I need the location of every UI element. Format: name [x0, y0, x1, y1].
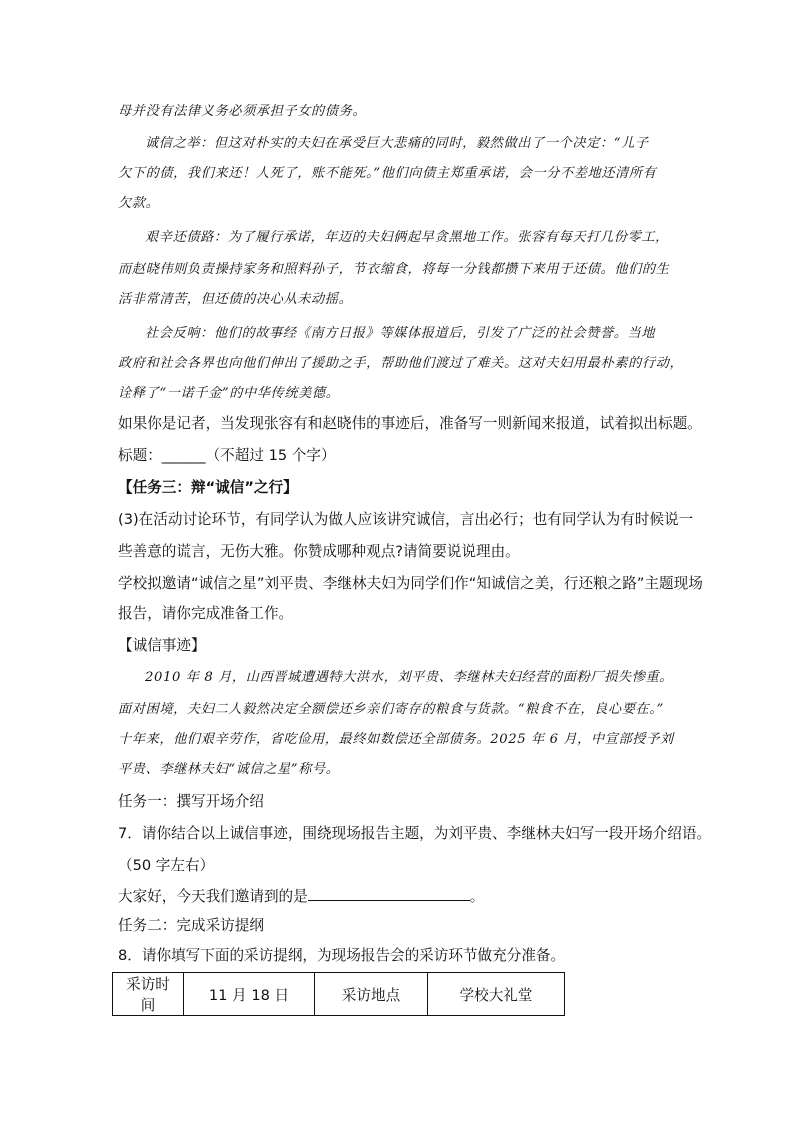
story-line: 社会反响：他们的故事经《南方日报》等媒体报道后，引发了广泛的社会赞誉。当地 [145, 326, 656, 341]
deeds-line: 2010 年 8 月，山西晋城遭遇特大洪水，刘平贵、李继林夫妇经营的面粉厂损失惨重。 [145, 670, 674, 685]
story-line: 诚信之举：但这对朴实的夫妇在承受巨大悲痛的同时，毅然做出了一个决定：“儿子 [145, 136, 649, 151]
invite-line: 学校拟邀请“诚信之星”刘平贵、李继林夫妇为同学们作“知诚信之美，行还粮之路”主题现场 [118, 575, 703, 592]
story-line: 政府和社会各界也向他们伸出了援助之手，帮助他们渡过了难关。这对夫妇用最朴素的行动， [118, 356, 684, 371]
deeds-line: 平贵、李继林夫妇“诚信之星”称号。 [118, 762, 340, 777]
question-7-line: 7．请你结合以上诚信事迹，围绕现场报告主题，为刘平贵、李继林夫妇写一段开场介绍语。 [118, 825, 712, 842]
invite-line: 报告，请你完成准备工作。 [118, 605, 294, 622]
sub-task2-heading: 任务二：完成采访提纲 [118, 917, 264, 934]
story-line: 而赵晓伟则负责操持家务和照料孙子，节衣缩食，将每一分钱都攒下来用于还债。他们的生 [118, 262, 670, 277]
task3-heading: 【任务三：辩“诚信”之行】 [118, 479, 298, 496]
title-blank[interactable]: ______ [161, 447, 206, 464]
intro-answer-prefix: 大家好，今天我们邀请到的是 [118, 888, 308, 905]
story-line: 艰辛还债路：为了履行承诺，年迈的夫妇俩起早贪黑地工作。张容有每天打几份零工， [145, 230, 669, 245]
title-limit: （不超过 15 个字） [205, 447, 336, 464]
deeds-line: 面对困境，夫妇二人毅然决定全额偿还乡亲们寄存的粮食与货款。“粮食不在，良心要在。” [118, 702, 664, 717]
question-3-line: (3)在活动讨论环节，有同学认为做人应该讲究诚信，言出必行；也有同学认为有时候说一 [118, 511, 694, 528]
title-label: 标题： [118, 447, 162, 464]
question-3-line: 些善意的谎言，无伤大雅。你赞成哪种观点?请简要说说理由。 [118, 543, 520, 560]
question-8-line: 8．请你填写下面的采访提纲，为现场报告会的采访环节做充分准备。 [118, 947, 566, 964]
intro-answer-blank[interactable] [308, 886, 470, 901]
place-label-cell: 采访地点 [315, 973, 428, 1016]
question-prompt: 如果你是记者，当发现张容有和赵晓伟的事迹后，准备写一则新闻来报道，试着拟出标题。 [118, 415, 702, 432]
story-line: 活非常清苦，但还债的决心从未动摇。 [118, 292, 353, 307]
intro-answer-suffix: 。 [469, 888, 485, 905]
title-answer-line [118, 446, 336, 466]
intro-answer-line [118, 886, 484, 907]
interview-outline-table [112, 972, 565, 1016]
story-line: 母并没有法律义务必须承担子女的债务。 [118, 104, 367, 119]
table-row [113, 973, 565, 1016]
question-7-line: （50 字左右） [118, 857, 215, 874]
deeds-line: 十年来，他们艰辛劳作，省吃俭用，最终如数偿还全部债务。2025 年 6 月，中宣部授予刘 [118, 732, 674, 747]
time-value-cell: 11 月 18 日 [184, 973, 315, 1016]
place-value-cell: 学校大礼堂 [428, 973, 565, 1016]
time-label-cell: 采访时间 [113, 973, 184, 1016]
sub-task1-heading: 任务一：撰写开场介绍 [118, 793, 264, 810]
story-line: 欠款。 [118, 196, 160, 211]
story-line: 欠下的债，我们来还！人死了，账不能死。”他们向债主郑重承诺，会一分不差地还清所有 [118, 166, 657, 181]
deeds-heading: 【诚信事迹】 [118, 637, 206, 654]
story-line: 诠释了“一诺千金”的中华传统美德。 [118, 386, 340, 401]
